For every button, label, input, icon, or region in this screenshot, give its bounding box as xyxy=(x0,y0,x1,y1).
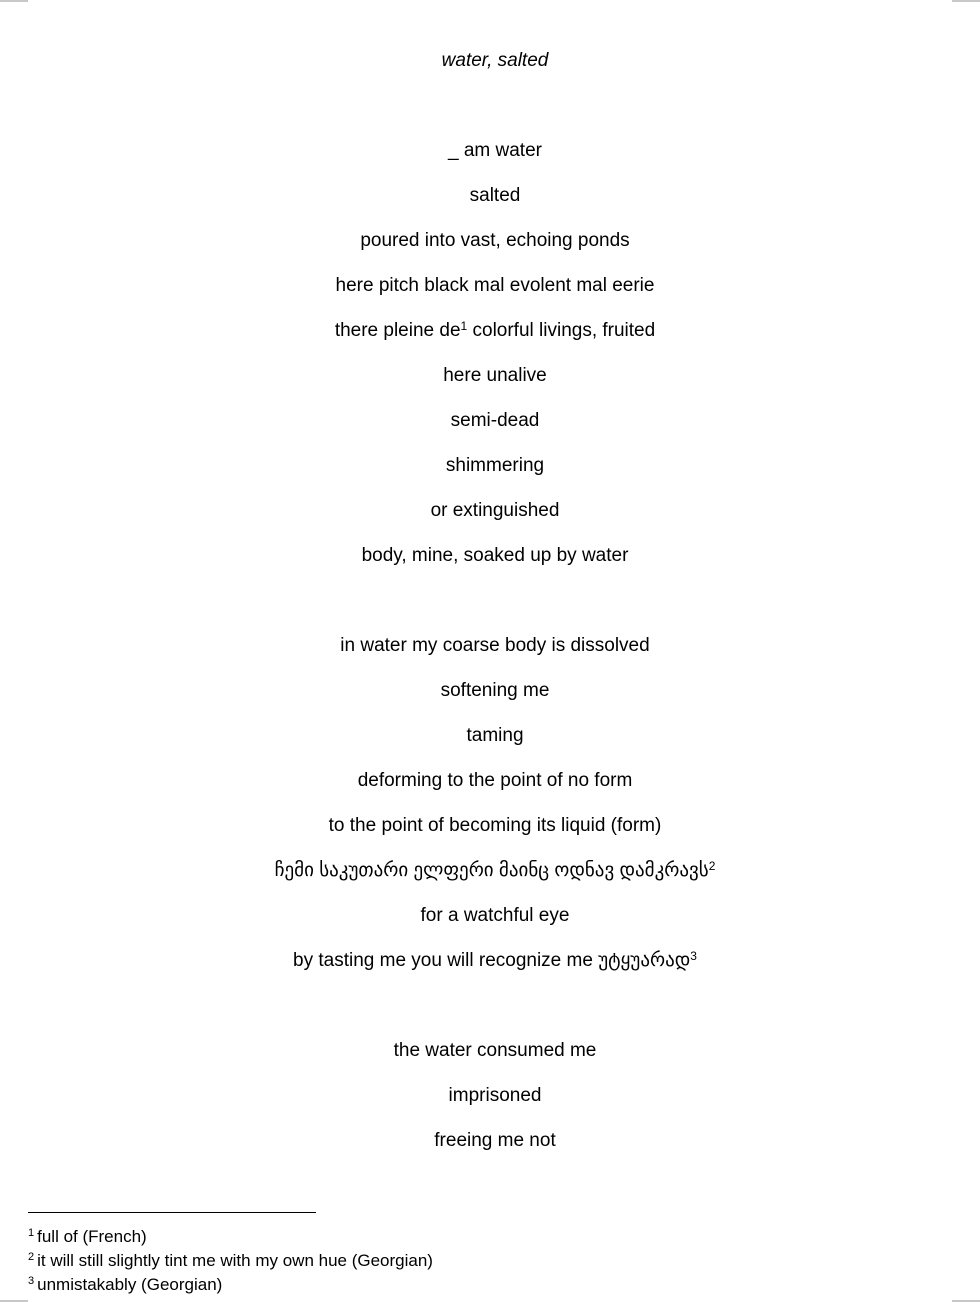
poem-line: here pitch black mal evolent mal eerie xyxy=(335,275,655,296)
poem-line: the water consumed me xyxy=(393,1040,597,1061)
poem-line: freeing me not xyxy=(434,1130,556,1151)
corner-mark xyxy=(952,0,980,2)
poem-line: semi-dead xyxy=(450,410,540,431)
footnote-number: 1 xyxy=(28,1227,35,1239)
poem-line: for a watchful eye xyxy=(420,905,570,926)
poem-line: there pleine $de^1$ colorful livings, fruited xyxy=(334,319,656,341)
footnote-item xyxy=(28,1274,433,1298)
footnotes xyxy=(28,1226,433,1298)
footnote-number: 2 xyxy=(28,1251,35,1263)
poem-line: taming xyxy=(466,725,524,746)
footnote-item xyxy=(28,1250,433,1274)
poem-title: water, salted xyxy=(441,50,549,71)
footnote-text: it will still slightly tint me with my own hue (Georgian) xyxy=(37,1251,433,1270)
poem-line: deforming to the point of no form xyxy=(357,770,633,791)
footnote-text: unmistakably (Georgian) xyxy=(37,1275,223,1294)
poem-line: shimmering xyxy=(445,455,545,476)
poem-line: by tasting me you will recognize me უტყუარად$^3$ xyxy=(293,949,697,971)
poem-body xyxy=(0,138,980,1173)
poem-line: to the point of becoming its liquid (form) xyxy=(328,815,662,836)
poem-line: poured into vast, echoing ponds xyxy=(360,230,630,251)
footnote-marker[interactable]: 1 xyxy=(460,319,468,333)
corner-mark xyxy=(0,0,28,2)
footnote-number: 3 xyxy=(28,1275,35,1287)
footnote-text: full of (French) xyxy=(37,1227,147,1246)
footnote-marker[interactable]: 2 xyxy=(708,859,716,873)
poem-line: in water my coarse body is dissolved xyxy=(340,635,650,656)
poem-line: imprisoned xyxy=(448,1085,542,1106)
poem-line: body, mine, soaked up by water xyxy=(361,545,629,566)
poem-line: here unalive xyxy=(443,365,547,386)
footnote-separator xyxy=(28,1212,316,1213)
poem-line: salted xyxy=(469,185,521,206)
footnote-item xyxy=(28,1226,433,1250)
poem-line: ჩემი საკუთარი ელფერი მაინც ოდნავ დამკრავს$^2$ xyxy=(274,859,716,881)
poem-line: softening me xyxy=(440,680,550,701)
footnote-marker[interactable]: 3 xyxy=(690,949,697,963)
poem-line: _ am water xyxy=(448,140,542,161)
poem-line: or extinguished xyxy=(430,500,560,521)
